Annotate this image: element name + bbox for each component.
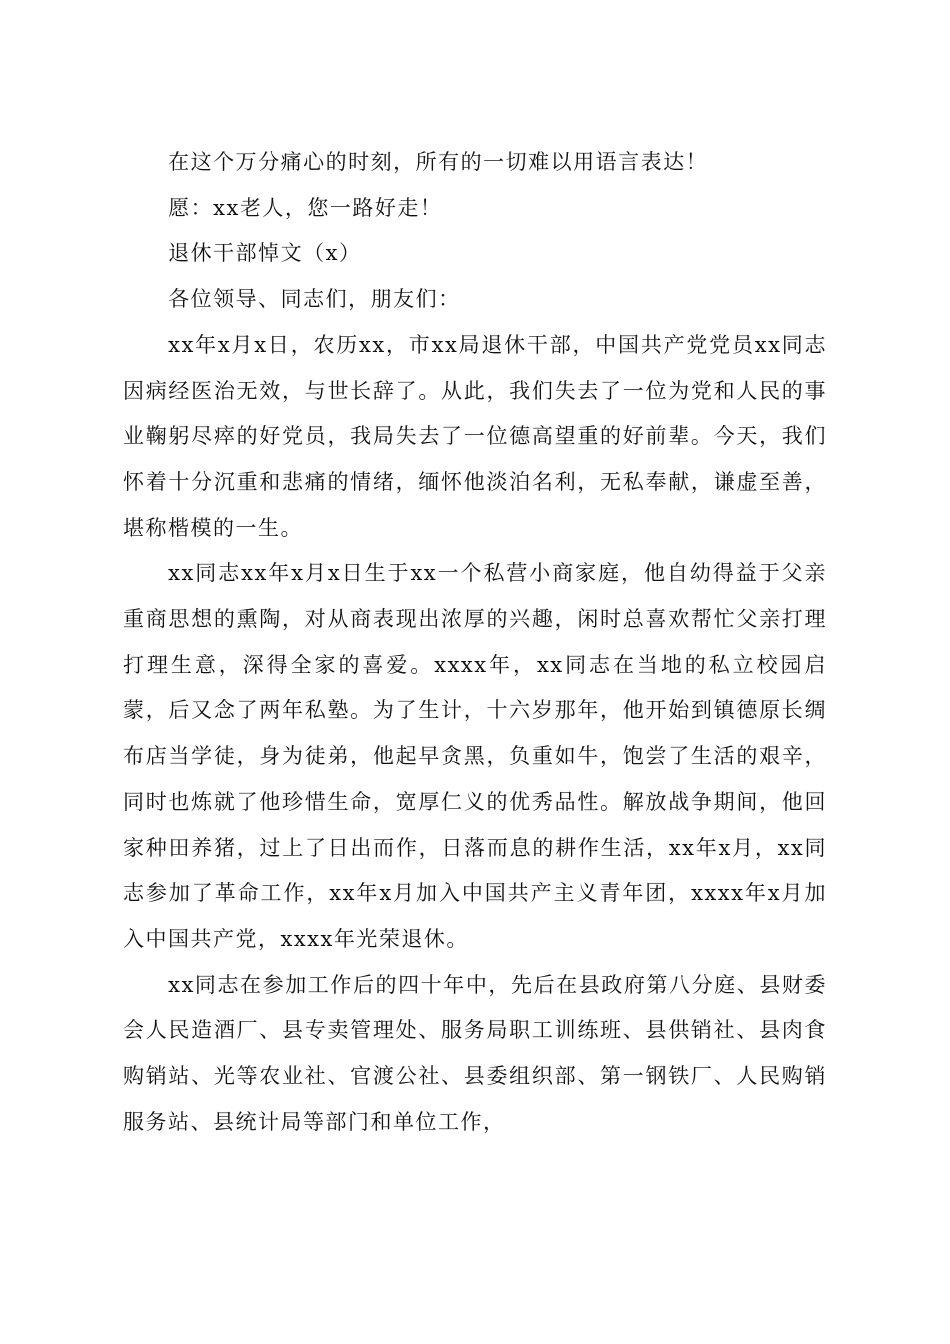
paragraph-closing-line: 在这个万分痛心的时刻，所有的一切难以用语言表达！	[168, 150, 709, 174]
paragraph-farewell: 愿：xx老人，您一路好走！	[168, 195, 443, 220]
paragraph-early-life: xx同志xx年x月x日生于xx一个私营小商家庭，他自幼得益于父亲重商思想的熏陶，对从商表现出浓厚的兴趣，闲时总喜欢帮忙父亲打理打理生意，深得全家的喜爱。xxxx年，xx同志在当地的私立校园启蒙，后又念了两年私塾。为了生计，十六岁那年，他开始到镇德原长绸布店当学徒，身为徒弟，他起早贪黑，负重如牛，饱尝了生活的艰辛，同时也炼就了他珍惜生命，宽厚仁义的优秀品性。解放战争期间，他回家种田养猪，过上了日出而作，日落而息的耕作生活，xx年x月，xx同志参加了革命工作，xx年x月加入中国共产主义青年团，xxxx年x月加入中国共产党，xxxx年光荣退休。	[123, 561, 827, 951]
paragraph-career: xx同志在参加工作后的四十年中，先后在县政府第八分庭、县财委会人民造酒厂、县专卖管理处、服务局职工训练班、县供销社、县肉食购销站、光等农业社、官渡公社、县委组织部、第一钢铁厂、人民购销服务站、县统计局等部门和单位工作，	[123, 972, 827, 1134]
eulogy-title: 退休干部悼文（x）	[168, 241, 362, 266]
salutation: 各位领导、同志们，朋友们：	[168, 287, 461, 312]
document-body	[123, 140, 827, 1145]
paragraph-announcement: xx年x月x日，农历xx，市xx局退休干部，中国共产党党员xx同志因病经医治无效，与世长辞了。从此，我们失去了一位为党和人民的事业鞠躬尽瘁的好党员，我局失去了一位德高望重的好前辈。今天，我们怀着十分沉重和悲痛的情绪，缅怀他淡泊名利，无私奉献，谦虚至善，堪称楷模的一生。	[123, 332, 827, 540]
